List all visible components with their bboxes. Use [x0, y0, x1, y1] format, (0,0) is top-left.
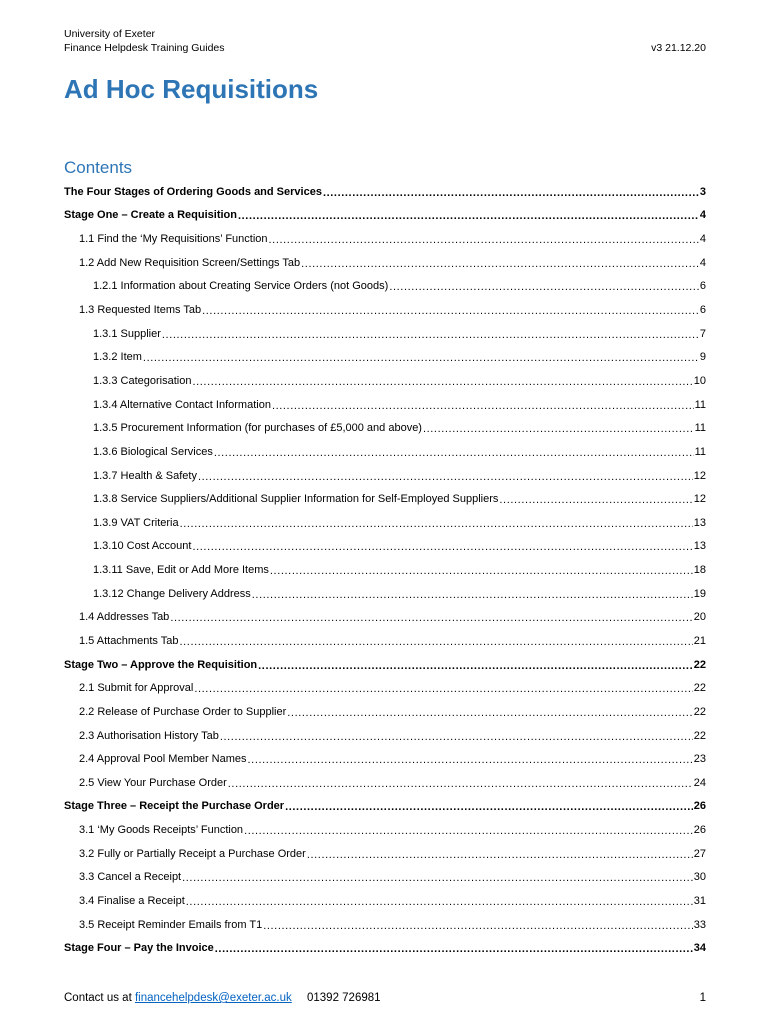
- toc-entry-label: 3.2 Fully or Partially Receipt a Purchase Order: [79, 847, 306, 860]
- toc-dot-leader: [263, 920, 693, 932]
- toc-entry[interactable]: [64, 747, 706, 771]
- toc-entry[interactable]: [64, 511, 706, 535]
- toc-entry-page: 22: [693, 658, 706, 671]
- toc-entry-label: 1.3.4 Alternative Contact Information: [93, 398, 271, 411]
- document-title: Ad Hoc Requisitions: [64, 74, 319, 104]
- toc-entry-label: Stage Three – Receipt the Purchase Order: [64, 800, 285, 813]
- toc-entry[interactable]: [64, 251, 706, 275]
- toc-entry[interactable]: [64, 724, 706, 748]
- toc-dot-leader: [323, 187, 699, 199]
- toc-entry-label: 3.5 Receipt Reminder Emails from T1: [79, 918, 263, 931]
- toc-entry-label: 1.3.9 VAT Criteria: [93, 516, 179, 529]
- toc-entry-page: 4: [699, 233, 706, 246]
- toc-entry[interactable]: [64, 487, 706, 511]
- toc-entry[interactable]: [64, 393, 706, 417]
- toc-dot-leader: [301, 258, 699, 270]
- toc-entry-page: 6: [699, 280, 706, 293]
- toc-entry-label: 1.3 Requested Items Tab: [79, 304, 202, 317]
- toc-entry-label: 1.2 Add New Requisition Screen/Settings Tab: [79, 256, 301, 269]
- toc-entry-page: 24: [693, 776, 706, 789]
- toc-dot-leader: [192, 376, 692, 388]
- toc-entry-label: 1.3.6 Biological Services: [93, 445, 213, 458]
- toc-dot-leader: [252, 589, 693, 601]
- toc-dot-leader: [179, 636, 692, 648]
- toc-dot-leader: [269, 234, 699, 246]
- toc-dot-leader: [220, 731, 693, 743]
- toc-entry-label: 1.3.3 Categorisation: [93, 374, 192, 387]
- toc-entry-page: 30: [693, 871, 706, 884]
- toc-dot-leader: [194, 683, 692, 695]
- toc-dot-leader: [423, 423, 694, 435]
- toc-entry[interactable]: [64, 676, 706, 700]
- toc-entry-page: 4: [699, 209, 706, 222]
- toc-entry-label: 1.2.1 Information about Creating Service Orders (not Goods): [93, 280, 389, 293]
- toc-entry[interactable]: [64, 416, 706, 440]
- toc-dot-leader: [180, 518, 693, 530]
- toc-entry-label: 2.3 Authorisation History Tab: [79, 729, 219, 742]
- org-name: University of Exeter: [64, 28, 156, 40]
- toc-entry-page: 11: [694, 398, 706, 411]
- toc-entry-label: 2.2 Release of Purchase Order to Supplier: [79, 705, 287, 718]
- toc-entry-page: 13: [693, 540, 706, 553]
- toc-entry[interactable]: [64, 227, 706, 251]
- toc-entry[interactable]: [64, 440, 706, 464]
- toc-dot-leader: [272, 400, 694, 412]
- toc-dot-leader: [287, 707, 692, 719]
- toc-entry[interactable]: [64, 700, 706, 724]
- toc-entry[interactable]: [64, 204, 706, 228]
- toc-entry-page: 23: [693, 753, 706, 766]
- toc-entry[interactable]: [64, 606, 706, 630]
- toc-dot-leader: [215, 943, 693, 955]
- toc-entry[interactable]: [64, 771, 706, 795]
- toc-entry-page: 10: [693, 374, 706, 387]
- toc-dot-leader: [214, 447, 694, 459]
- toc-entry[interactable]: [64, 653, 706, 677]
- toc-entry-label: 1.5 Attachments Tab: [79, 634, 179, 647]
- toc-entry-page: 11: [694, 445, 706, 458]
- toc-entry-label: 1.3.11 Save, Edit or Add More Items: [93, 564, 269, 577]
- toc-dot-leader: [248, 754, 693, 766]
- toc-entry[interactable]: [64, 275, 706, 299]
- toc-entry-page: 26: [693, 800, 706, 813]
- toc-dot-leader: [270, 565, 693, 577]
- version-label: v3 21.12.20: [651, 42, 706, 54]
- page-header: [64, 27, 706, 55]
- toc-entry-page: 12: [693, 469, 706, 482]
- toc-entry[interactable]: [64, 298, 706, 322]
- toc-dot-leader: [499, 494, 692, 506]
- contents-heading: Contents: [64, 158, 133, 177]
- toc-entry[interactable]: [64, 937, 706, 961]
- toc-entry-label: 1.3.1 Supplier: [93, 327, 161, 340]
- toc-dot-leader: [162, 329, 699, 341]
- toc-entry-page: 22: [693, 705, 706, 718]
- toc-entry[interactable]: [64, 795, 706, 819]
- toc-dot-leader: [143, 352, 699, 364]
- toc-entry-page: 34: [693, 942, 706, 955]
- toc-entry-label: 2.1 Submit for Approval: [79, 682, 194, 695]
- toc-entry[interactable]: [64, 322, 706, 346]
- phone-number: 01392 726981: [306, 992, 381, 1004]
- toc-dot-leader: [238, 210, 699, 222]
- toc-entry-page: 26: [693, 824, 706, 837]
- toc-entry[interactable]: [64, 818, 706, 842]
- toc-entry[interactable]: [64, 180, 706, 204]
- toc-entry[interactable]: [64, 913, 706, 937]
- toc-entry-label: 1.3.2 Item: [93, 351, 142, 364]
- toc-dot-leader: [389, 281, 699, 293]
- toc-entry-page: 27: [693, 847, 706, 860]
- toc-dot-leader: [202, 305, 699, 317]
- toc-dot-leader: [192, 541, 692, 553]
- toc-entry-page: 19: [693, 587, 706, 600]
- toc-entry-page: 13: [693, 516, 706, 529]
- toc-entry-page: 33: [693, 918, 706, 931]
- toc-entry-label: 1.3.10 Cost Account: [93, 540, 192, 553]
- toc-dot-leader: [186, 896, 693, 908]
- toc-entry-page: 22: [693, 682, 706, 695]
- toc-entry[interactable]: [64, 889, 706, 913]
- toc-entry[interactable]: [64, 582, 706, 606]
- toc-entry-page: 6: [699, 304, 706, 317]
- toc-entry[interactable]: [64, 369, 706, 393]
- toc-entry-page: 22: [693, 729, 706, 742]
- page-number: 1: [699, 992, 706, 1004]
- toc-entry-page: 11: [694, 422, 706, 435]
- toc-entry[interactable]: [64, 558, 706, 582]
- toc-dot-leader: [228, 778, 693, 790]
- toc-entry-page: 12: [693, 493, 706, 506]
- toc-entry-page: 18: [693, 564, 706, 577]
- toc-entry-label: 1.3.7 Health & Safety: [93, 469, 197, 482]
- toc-dot-leader: [198, 471, 693, 483]
- toc-entry-label: 3.1 ‘My Goods Receipts’ Function: [79, 824, 244, 837]
- toc-entry[interactable]: [64, 629, 706, 653]
- table-of-contents: [64, 180, 706, 960]
- toc-entry-label: 3.4 Finalise a Receipt: [79, 895, 185, 908]
- toc-entry[interactable]: [64, 842, 706, 866]
- toc-dot-leader: [170, 612, 692, 624]
- toc-entry-label: The Four Stages of Ordering Goods and Services: [64, 185, 322, 198]
- toc-entry-page: 7: [699, 327, 706, 340]
- toc-entry-page: 4: [699, 256, 706, 269]
- toc-entry-label: Stage Two – Approve the Requisition: [64, 658, 258, 671]
- toc-entry-label: 1.3.12 Change Delivery Address: [93, 587, 251, 600]
- toc-entry-page: 9: [699, 351, 706, 364]
- email-link[interactable]: financehelpdesk@exeter.ac.uk: [134, 992, 292, 1004]
- toc-dot-leader: [307, 849, 693, 861]
- contact-prefix: Contact us at: [64, 992, 135, 1004]
- toc-entry-label: 3.3 Cancel a Receipt: [79, 871, 182, 884]
- toc-entry-page: 31: [693, 895, 706, 908]
- toc-dot-leader: [182, 872, 693, 884]
- toc-entry-page: 20: [693, 611, 706, 624]
- toc-entry-label: Stage One – Create a Requisition: [64, 209, 237, 222]
- toc-entry[interactable]: [64, 464, 706, 488]
- toc-entry-label: Stage Four – Pay the Invoice: [64, 942, 214, 955]
- toc-entry-label: 1.3.8 Service Suppliers/Additional Supplier Information for Self-Employed Suppliers: [93, 493, 499, 506]
- series-name: Finance Helpdesk Training Guides: [64, 42, 225, 54]
- toc-entry-label: 1.1 Find the ‘My Requisitions’ Function: [79, 233, 268, 246]
- toc-entry-page: 3: [699, 185, 706, 198]
- toc-dot-leader: [258, 660, 693, 672]
- toc-entry[interactable]: [64, 866, 706, 890]
- toc-entry-label: 2.4 Approval Pool Member Names: [79, 753, 247, 766]
- toc-entry[interactable]: [64, 535, 706, 559]
- toc-entry-label: 1.4 Addresses Tab: [79, 611, 170, 624]
- toc-entry-label: 2.5 View Your Purchase Order: [79, 776, 227, 789]
- toc-dot-leader: [244, 825, 693, 837]
- toc-entry-page: 21: [693, 634, 706, 647]
- page-footer: [64, 992, 706, 1004]
- toc-dot-leader: [285, 801, 693, 813]
- toc-entry[interactable]: [64, 345, 706, 369]
- toc-entry-label: 1.3.5 Procurement Information (for purchases of £5,000 and above): [93, 422, 422, 435]
